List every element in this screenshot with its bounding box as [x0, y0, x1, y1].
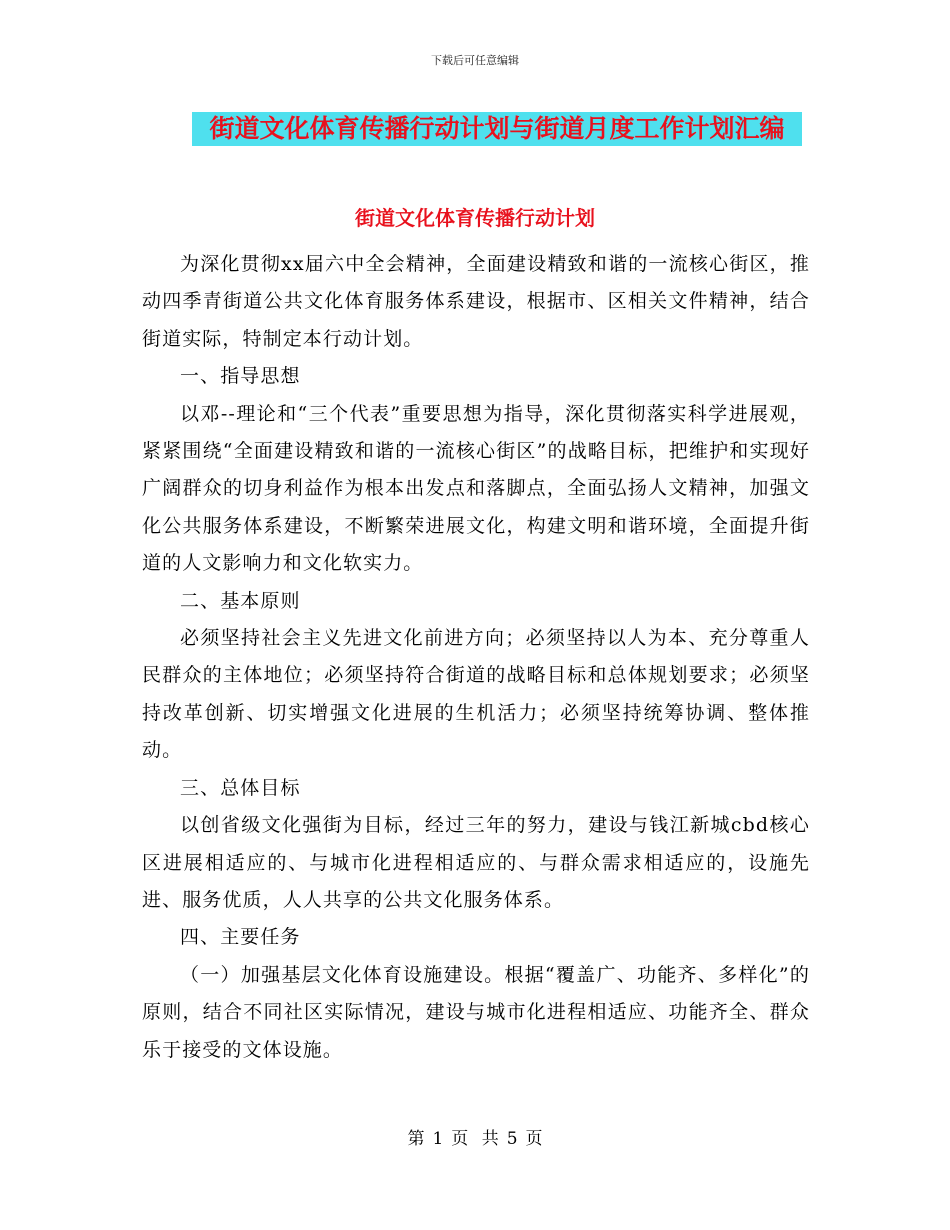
header-note: 下载后可任意编辑 — [431, 54, 519, 67]
footer-current-page: 1 — [432, 1129, 444, 1149]
section-title: 街道文化体育传播行动计划 — [355, 206, 595, 230]
document-body — [142, 246, 810, 1069]
page-footer — [0, 1124, 950, 1149]
document-title: 街道文化体育传播行动计划与街道月度工作计划汇编 — [209, 114, 785, 143]
basic-principles-paragraph: 必须坚持社会主义先进文化前进方向；必须坚持以人为本、充分尊重人民群众的主体地位；必须坚持符合街道的战略目标和总体规划要求；必须坚持改革创新、切实增强文化进展的生机活力；必须坚持统筹协调、整体推动。 — [142, 627, 810, 762]
section-heading-guiding-ideology: 一、指导思想 — [180, 365, 301, 388]
footer-suffix: 页 — [525, 1129, 543, 1149]
guiding-ideology-paragraph: 以邓--理论和“三个代表”重要思想为指导，深化贯彻落实科学进展观，紧紧围绕“全面建设精致和谐的一流核心街区”的战略目标，把维护和实现好广阔群众的切身利益作为根本出发点和落脚点，全面弘扬人文精神，加强文化公共服务体系建设，不断繁荣进展文化，构建文明和谐环境，全面提升街道的人文影响力和文化软实力。 — [142, 402, 810, 575]
footer-total-pages: 5 — [506, 1129, 518, 1149]
section-heading-basic-principles: 二、基本原则 — [180, 589, 301, 612]
footer-middle: 页 共 — [451, 1129, 499, 1149]
main-tasks-paragraph: （一）加强基层文化体育设施建设。根据“覆盖广、功能齐、多样化”的原则，结合不同社区实际情况，建设与城市化进程相适应、功能齐全、群众乐于接受的文体设施。 — [142, 963, 810, 1061]
footer-prefix: 第 — [407, 1129, 425, 1149]
section-heading-main-tasks: 四、主要任务 — [180, 926, 301, 949]
section-heading-overall-goal: 三、总体目标 — [180, 776, 301, 799]
intro-paragraph: 为深化贯彻xx届六中全会精神，全面建设精致和谐的一流核心街区，推动四季青街道公共文化体育服务体系建设，根据市、区相关文件精神，结合街道实际，特制定本行动计划。 — [142, 253, 810, 350]
overall-goal-paragraph: 以创省级文化强街为目标，经过三年的努力，建设与钱江新城cbd核心区进展相适应的、与城市化进程相适应的、与群众需求相适应的，设施先进、服务优质，人人共享的公共文化服务体系。 — [142, 814, 810, 911]
